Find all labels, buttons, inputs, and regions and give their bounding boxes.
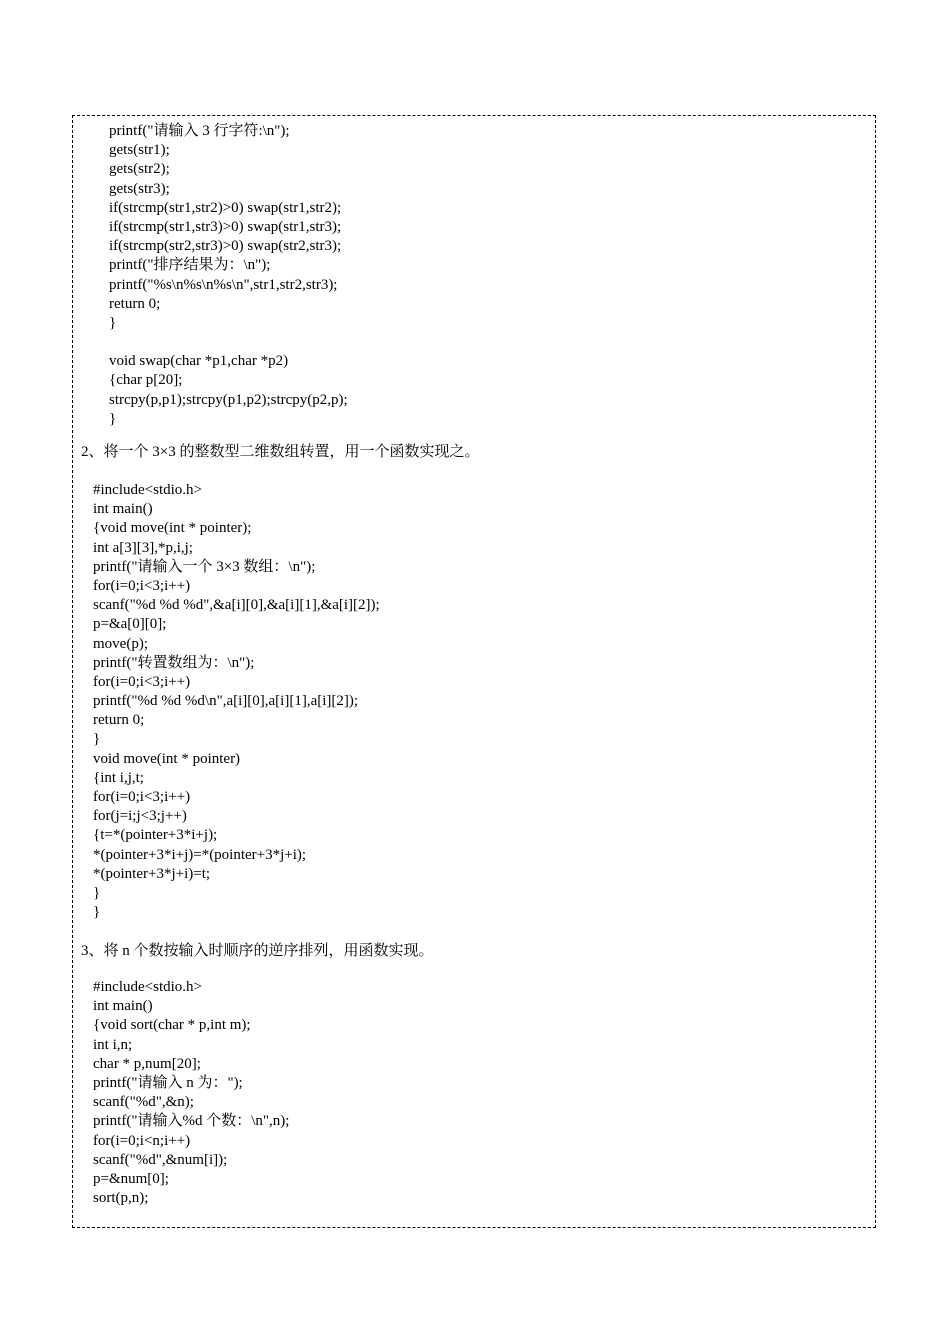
code-line: int main() xyxy=(93,998,153,1015)
code-line: for(i=0;i<3;i++) xyxy=(93,673,191,690)
code-line: return 0; xyxy=(109,295,161,312)
code-line: int a[3][3],*p,i,j; xyxy=(93,539,193,556)
code-line: move(p); xyxy=(93,635,148,652)
code-line: for(i=0;i<3;i++) xyxy=(93,789,191,805)
code-line: if(strcmp(str1,str3)>0) swap(str1,str3); xyxy=(109,218,342,235)
code-line: printf("请输入 3 行字符:\n"); xyxy=(109,123,290,139)
code-line: *(pointer+3*j+i)=t; xyxy=(93,865,211,882)
code-line: {void sort(char * p,int m); xyxy=(93,1017,251,1034)
section-heading-transpose: 2、将一个 3×3 的整数型二维数组转置，用一个函数实现之。 xyxy=(81,444,480,460)
code-line: } xyxy=(93,904,101,921)
section-heading-reverse: 3、将 n 个数按输入时顺序的逆序排列，用函数实现。 xyxy=(81,943,434,959)
code-line: printf("转置数组为：\n"); xyxy=(93,654,255,671)
code-line: sort(p,n); xyxy=(93,1190,149,1207)
code-line xyxy=(109,333,348,352)
code-line: for(j=i;j<3;j++) xyxy=(93,808,187,825)
code-line: } xyxy=(109,410,117,427)
code-line: scanf("%d %d %d",&a[i][0],&a[i][1],&a[i][2]); xyxy=(93,597,380,614)
code-line: for(i=0;i<3;i++) xyxy=(93,577,191,594)
code-block-transpose xyxy=(93,481,380,922)
code-line: return 0; xyxy=(93,712,145,729)
code-line: *(pointer+3*i+j)=*(pointer+3*j+i); xyxy=(93,846,307,863)
code-line: } xyxy=(93,884,101,901)
code-line: gets(str2); xyxy=(109,161,170,178)
code-line: printf("请输入一个 3×3 数组：\n"); xyxy=(93,558,316,575)
code-line: if(strcmp(str1,str2)>0) swap(str1,str2); xyxy=(109,199,342,216)
document-frame xyxy=(72,115,876,1228)
code-line: void swap(char *p1,char *p2) xyxy=(109,353,289,370)
code-line: char * p,num[20]; xyxy=(93,1055,201,1072)
code-block-reverse xyxy=(93,978,289,1208)
code-block-swap-strings xyxy=(109,122,348,429)
code-line: p=&num[0]; xyxy=(93,1170,169,1187)
code-line: printf("请输入%d 个数：\n",n); xyxy=(93,1113,290,1130)
code-line: for(i=0;i<n;i++) xyxy=(93,1132,191,1149)
code-line: scanf("%d",&n); xyxy=(93,1094,194,1111)
code-line: {char p[20]; xyxy=(109,372,183,389)
code-line: scanf("%d",&num[i]); xyxy=(93,1151,228,1168)
code-line: gets(str3); xyxy=(109,180,170,197)
code-line: strcpy(p,p1);strcpy(p1,p2);strcpy(p2,p); xyxy=(109,391,348,408)
code-line: printf("请输入 n 为："); xyxy=(93,1074,243,1091)
code-line: #include<stdio.h> xyxy=(93,482,202,498)
code-line: #include<stdio.h> xyxy=(93,979,202,995)
code-line: {void move(int * pointer); xyxy=(93,520,252,537)
code-line: } xyxy=(93,731,101,748)
code-line: {t=*(pointer+3*i+j); xyxy=(93,827,218,844)
code-line: gets(str1); xyxy=(109,142,170,159)
code-line: {int i,j,t; xyxy=(93,769,144,786)
code-line: printf("排序结果为：\n"); xyxy=(109,257,271,274)
code-line: printf("%s\n%s\n%s\n",str1,str2,str3); xyxy=(109,276,338,293)
code-line: void move(int * pointer) xyxy=(93,750,241,767)
code-line: int main() xyxy=(93,501,153,518)
code-line: p=&a[0][0]; xyxy=(93,616,167,633)
code-line: } xyxy=(109,314,117,331)
code-line: if(strcmp(str2,str3)>0) swap(str2,str3); xyxy=(109,238,342,255)
code-line: int i,n; xyxy=(93,1036,133,1053)
code-line: printf("%d %d %d\n",a[i][0],a[i][1],a[i][2]); xyxy=(93,693,359,710)
